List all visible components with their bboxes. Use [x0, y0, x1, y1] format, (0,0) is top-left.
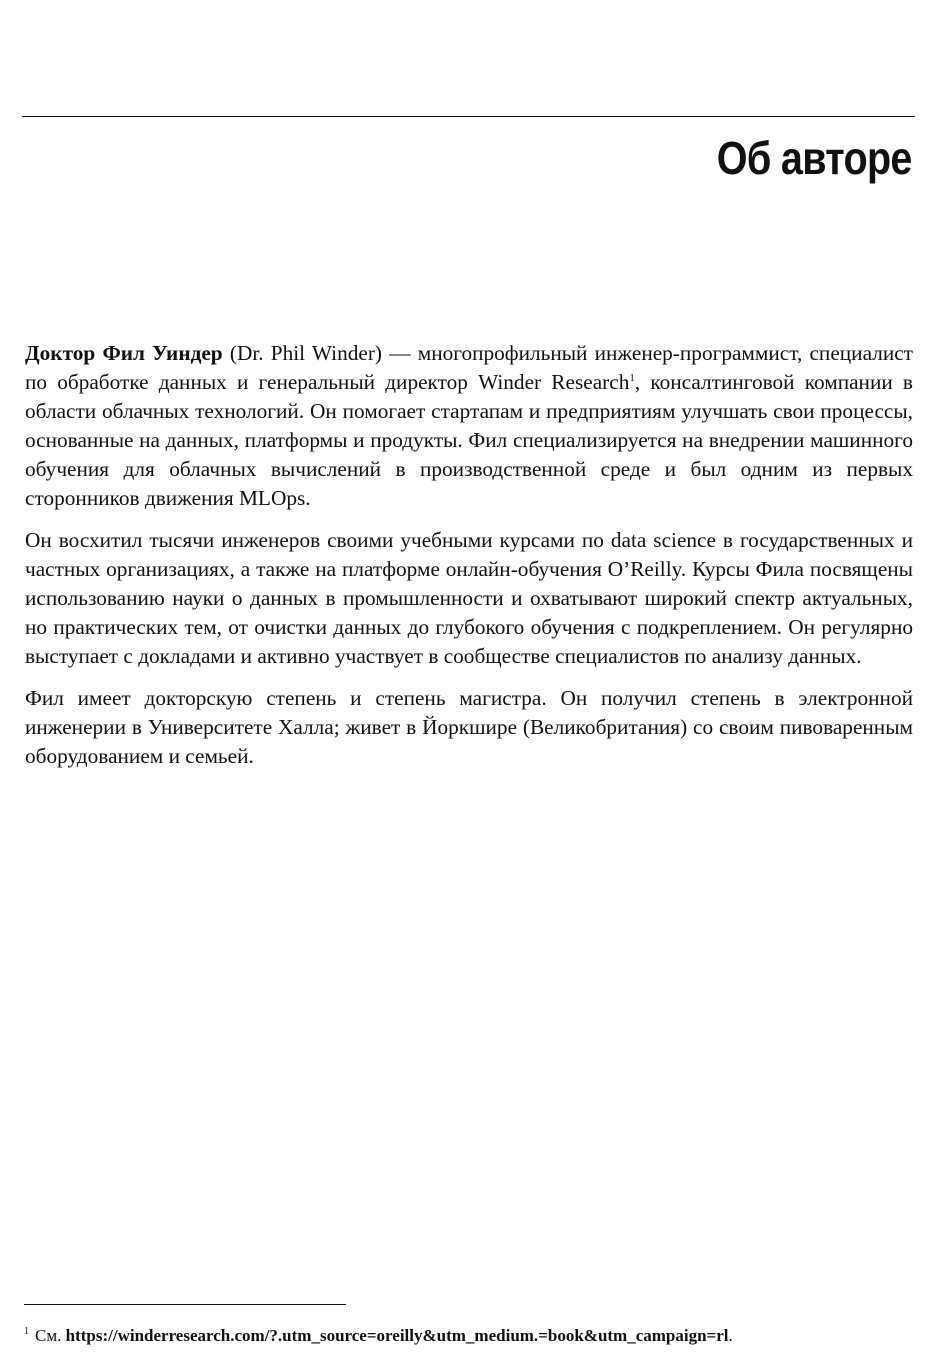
footnote-link[interactable]: https://winderresearch.com/?.utm_source=oreilly&utm_medium.=book&utm_campaign=rl	[65, 1326, 729, 1345]
paragraph-courses: Он восхитил тысячи инженеров своими учебными курсами по data science в государственных и частных организациях, а также на платформе онлайн-обучения O’Reilly. Курсы Фила посвящены использованию науки о данных в промышленности и охватывают широкий спектр актуальных, но практических тем, от очистки данных до глубокого обучения с подкреплением. Он регулярно выступает с докладами и активно участвует в сообществе специалистов по анализу данных.	[25, 528, 913, 668]
footnote-prefix: См.	[35, 1326, 66, 1345]
footnote-reference[interactable]: 1	[629, 371, 635, 384]
footnote-marker: 1	[24, 1326, 29, 1338]
bio-text-part-2: , консалтинговой компании в области облачных технологий. Он помогает стартапам и предприятиям улучшать свои процессы, основанные на данных, платформы и продукты. Фил специализируется на внедрении машинного обучения для облачных вычислений в производственной среде и был одним из первых сторонников движения MLOps.	[25, 370, 913, 510]
paragraph-bio	[25, 339, 913, 513]
footnote-suffix: .	[728, 1326, 733, 1345]
header-rule	[22, 116, 915, 117]
chapter-title: Об авторе	[717, 132, 912, 184]
body-text	[25, 339, 913, 784]
footnote-rule	[24, 1304, 346, 1305]
footnote	[24, 1324, 733, 1348]
author-name: Доктор Фил Уиндер	[25, 341, 223, 365]
bio-text-part-1: (Dr. Phil Winder) — многопрофильный инженер-программист, специалист по обработке данных и генеральный директор Winder Research	[25, 341, 913, 394]
paragraph-education: Фил имеет докторскую степень и степень магистра. Он получил степень в электронной инженерии в Университете Халла; живет в Йоркшире (Великобритания) со своим пивоваренным оборудованием и семьей.	[25, 686, 913, 768]
